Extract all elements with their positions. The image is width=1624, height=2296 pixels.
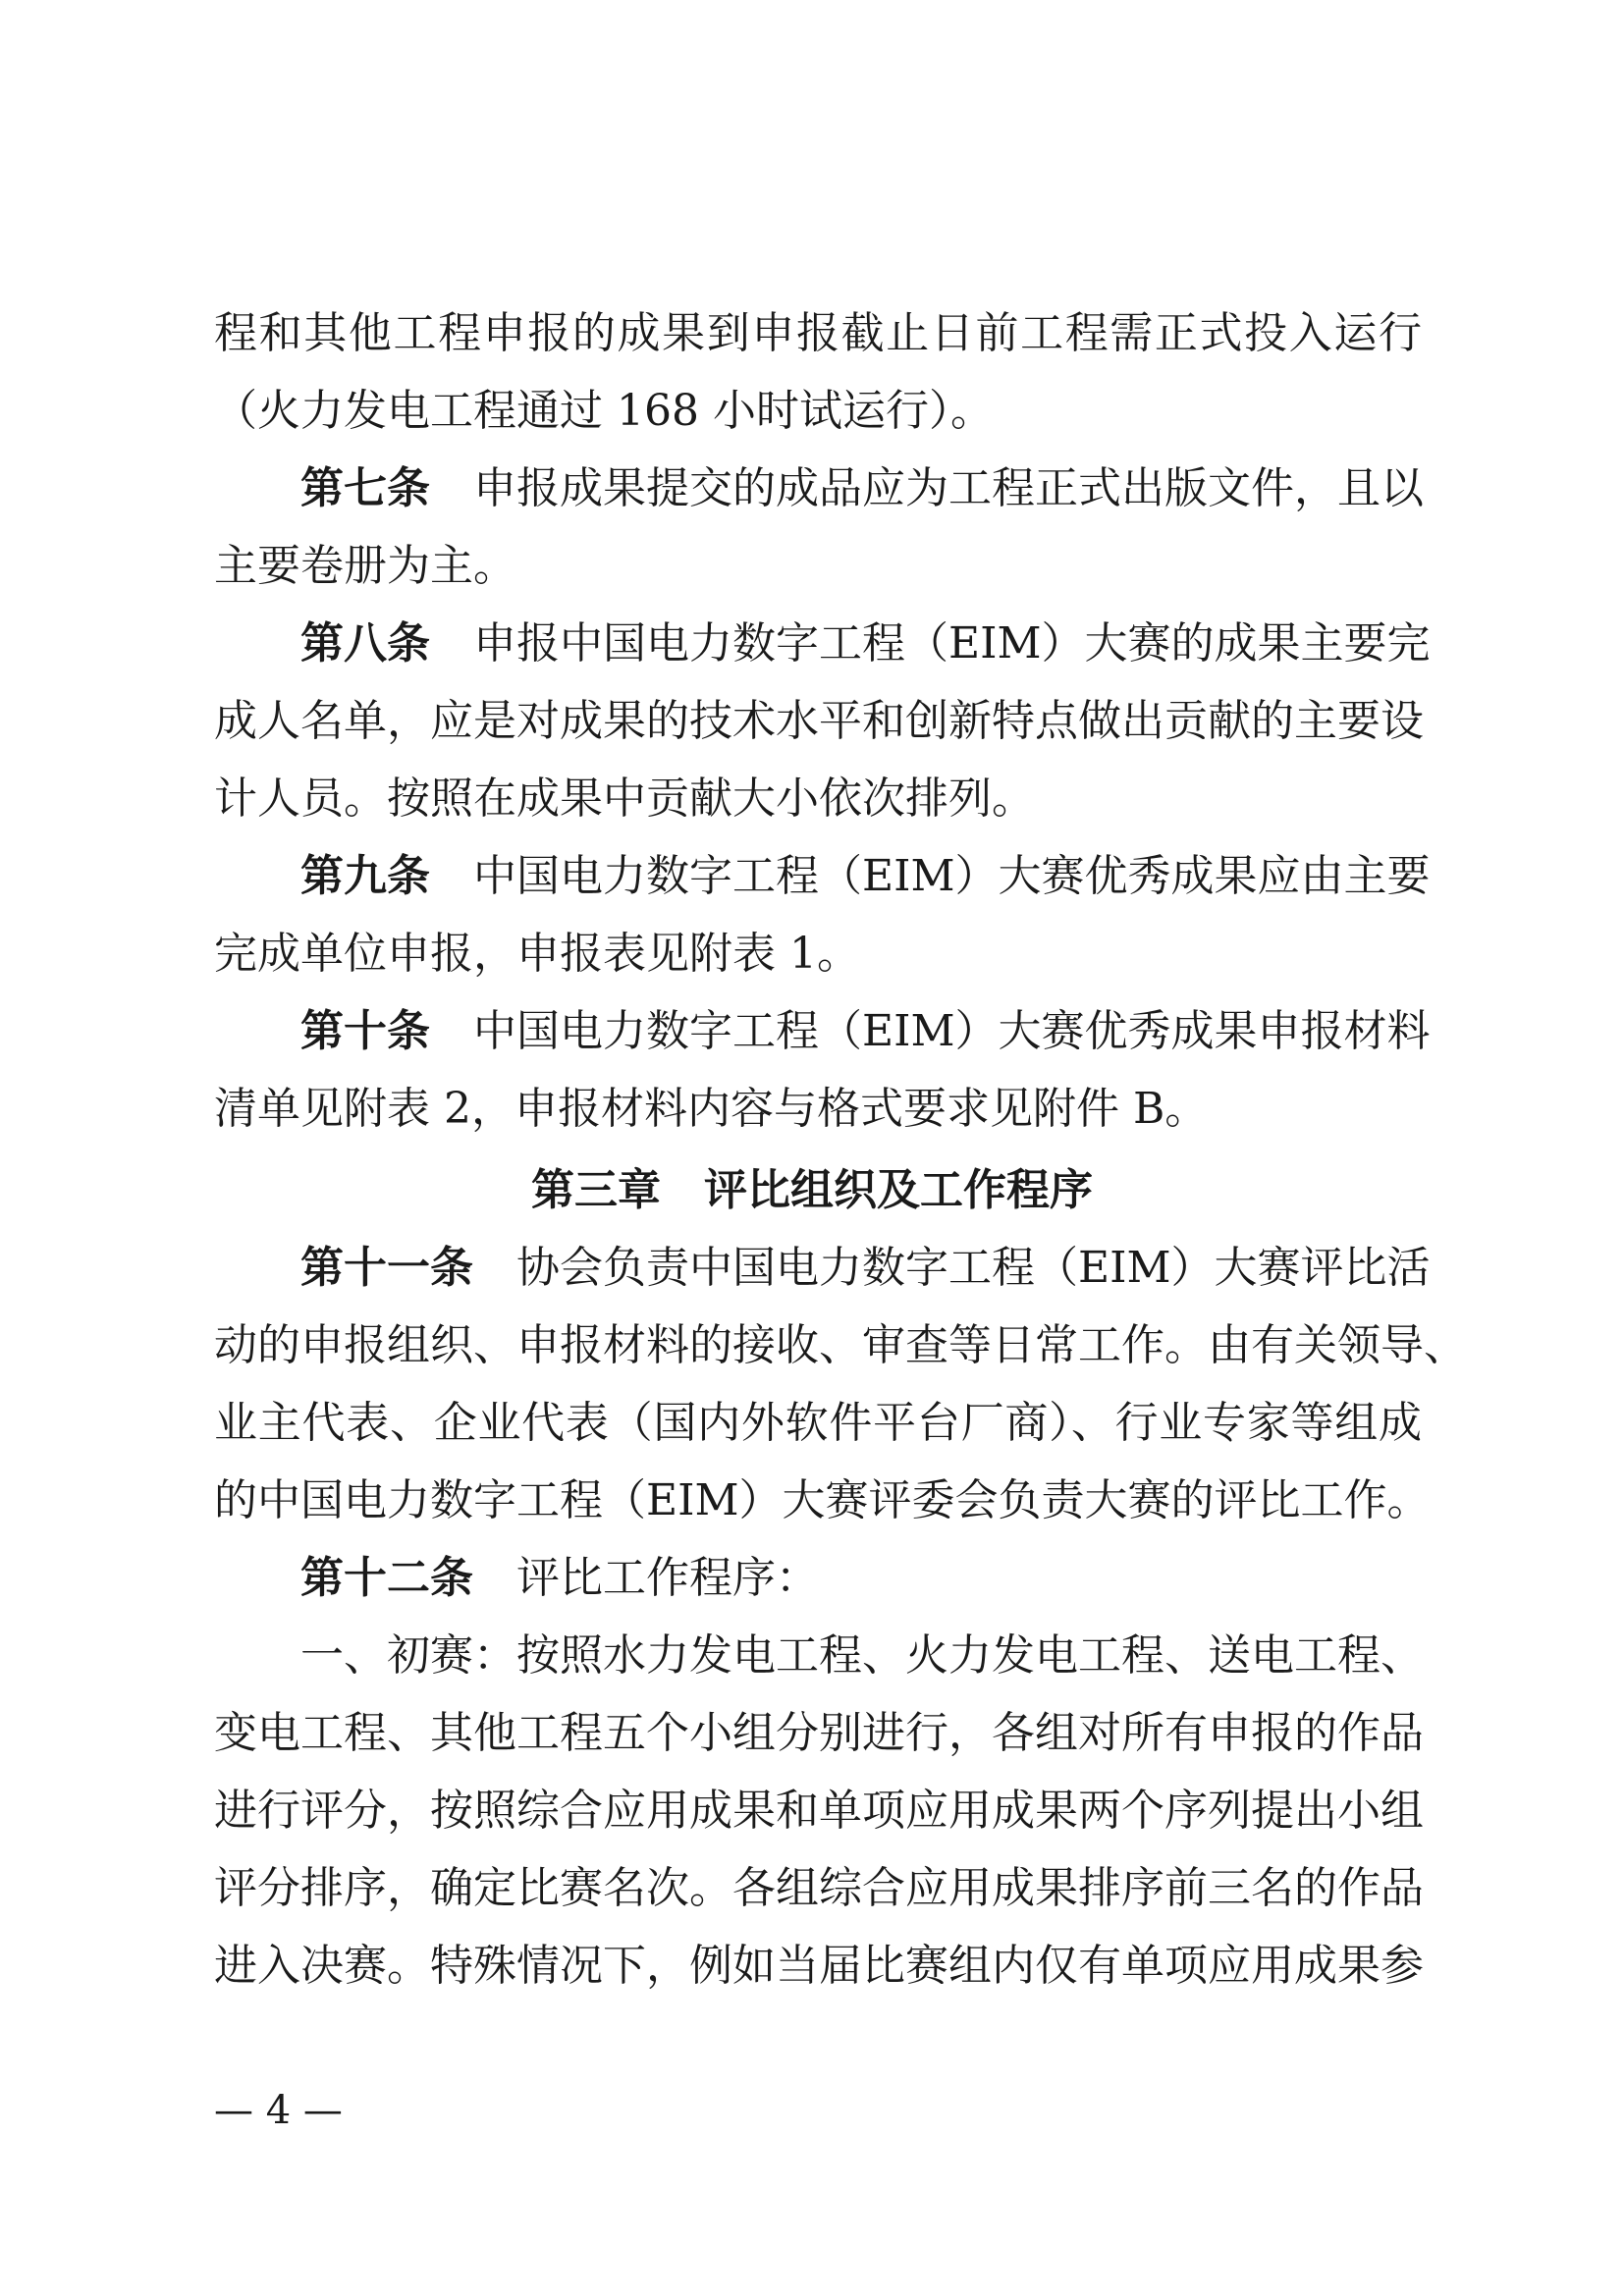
article-label: 第十一条 [300,1243,473,1293]
article-label: 第八条 [300,618,430,668]
line-text: 申报成果提交的成品应为工程正式出版文件，且以 [473,463,1424,513]
paragraph-line [214,1937,1422,1996]
article-12-line [300,1549,1422,1608]
paragraph-line [214,770,1422,828]
line-text: 进行评分，按照综合应用成果和单项应用成果两个序列提出小组 [214,1786,1424,1836]
line-text: 评比工作程序： [516,1553,819,1603]
line-text: （火力发电工程通过 168 小时试运行）。 [214,386,994,436]
line-text: 中国电力数字工程（EIM）大赛优秀成果应由主要 [473,851,1431,901]
article-label: 第七条 [300,463,430,513]
line-text: 评分排序，确定比赛名次。各组综合应用成果排序前三名的作品 [214,1863,1424,1913]
paragraph-line [214,1394,1422,1453]
paragraph-line [214,537,1422,596]
page-number: — 4 — [214,2088,343,2133]
paragraph-line [214,1704,1422,1763]
line-text: 的中国电力数字工程（EIM）大赛评委会负责大赛的评比工作。 [214,1475,1431,1525]
article-10-line [300,1002,1431,1061]
chapter-heading [0,1161,1624,1220]
chapter-title: 评比组织及工作程序 [704,1165,1093,1215]
article-8-line [300,614,1431,673]
article-label: 第十条 [300,1006,430,1056]
line-text: 主要卷册为主。 [214,541,516,591]
chapter-number: 第三章 [531,1165,661,1215]
article-7-line [300,459,1422,518]
line-text: 程和其他工程申报的成果到申报截止日前工程需正式投入运行 [214,308,1422,358]
paragraph-line [214,304,1422,363]
line-text: 变电工程、其他工程五个小组分别进行，各组对所有申报的作品 [214,1708,1424,1758]
line-text: 动的申报组织、申报材料的接收、审查等日常工作。由有关领导、 [214,1320,1467,1370]
paragraph-line [300,1627,1422,1685]
paragraph-line [214,692,1422,751]
line-text: 中国电力数字工程（EIM）大赛优秀成果申报材料 [473,1006,1431,1056]
article-label: 第十二条 [300,1553,473,1603]
line-text: 成人名单，应是对成果的技术水平和创新特点做出贡献的主要设 [214,696,1424,746]
paragraph-line [214,1080,1422,1139]
paragraph-line [214,925,1422,984]
line-text: 一、初赛：按照水力发电工程、火力发电工程、送电工程、 [300,1630,1424,1681]
paragraph-line [214,1316,1467,1375]
paragraph-line [214,1782,1422,1841]
line-text: 协会负责中国电力数字工程（EIM）大赛评比活 [516,1243,1431,1293]
article-9-line [300,847,1431,906]
paragraph-line [214,1471,1431,1530]
line-text: 业主代表、企业代表（国内外软件平台厂商）、行业专家等组成 [214,1398,1422,1448]
article-11-line [300,1239,1431,1298]
paragraph-line [214,382,1422,441]
line-text: 计人员。按照在成果中贡献大小依次排列。 [214,774,1035,824]
paragraph-line [214,1859,1422,1918]
line-text: 完成单位申报，申报表见附表 1。 [214,929,860,979]
line-text: 申报中国电力数字工程（EIM）大赛的成果主要完 [473,618,1431,668]
line-text: 清单见附表 2，申报材料内容与格式要求见附件 B。 [214,1084,1209,1134]
line-text: 进入决赛。特殊情况下，例如当届比赛组内仅有单项应用成果参 [214,1941,1424,1991]
article-label: 第九条 [300,851,430,901]
